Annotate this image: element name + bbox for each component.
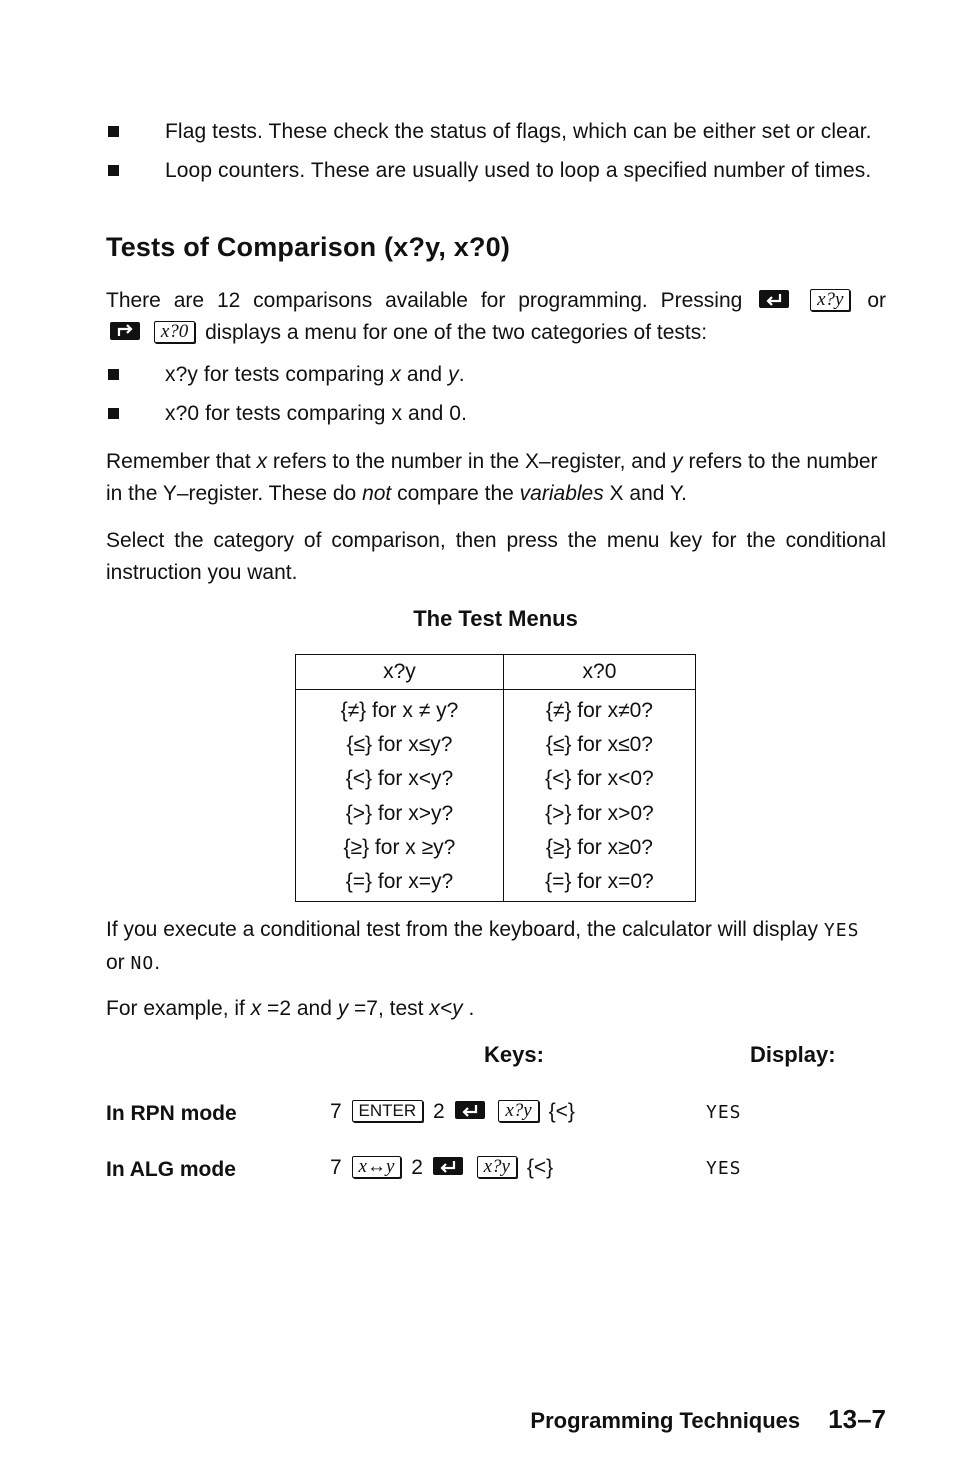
example-paragraph: For example, if x =2 and y =7, test x<y .: [106, 997, 475, 1020]
execute-paragraph: If you execute a conditional test from the keyboard, the calculator will display YES or NO.: [106, 918, 860, 974]
table-cell: {≠} for x≠0?: [545, 699, 653, 722]
table-cell: {≤} for x≤y?: [346, 733, 453, 757]
bullet-xy-tests: x?y for tests comparing x and y.: [165, 363, 465, 386]
table-header: x?y: [296, 655, 504, 690]
table-cell: {≥} for x≥0?: [545, 835, 653, 859]
table-column-xy: [296, 690, 504, 902]
bullet-loop-counters: Loop counters. These are usually used to loop a specified number of times.: [165, 159, 872, 182]
intro-line-1: There are 12 comparisons available for programming. Pressing x?y or: [106, 289, 887, 312]
table-cell: {<} for x<y?: [345, 767, 454, 791]
intro-line-2: x?0 displays a menu for one of the two categories of tests:: [106, 317, 886, 349]
rpn-display-value: YES: [706, 1102, 742, 1123]
section-heading: Tests of Comparison (x?y, x?0): [106, 232, 511, 262]
key-x-compare-y: x?y: [477, 1156, 517, 1178]
remember-paragraph: Remember that x refers to the number in the X–register, and y refers to the number in the Y–register. These do not compare the variables X and Y.: [106, 450, 878, 505]
display-header: Display:: [750, 1042, 836, 1067]
table-header: x?0: [503, 655, 695, 690]
lcd-yes: YES: [823, 920, 860, 941]
bullet-marker: [108, 369, 119, 380]
keys-header: Keys:: [484, 1042, 544, 1067]
bullet-flag-tests: Flag tests. These check the status of flags, which can be either set or clear.: [165, 120, 872, 143]
rpn-mode-label: In RPN mode: [106, 1102, 237, 1125]
left-shift-key: [455, 1101, 485, 1119]
alg-mode-label: In ALG mode: [106, 1158, 236, 1181]
key-x-compare-y: x?y: [810, 289, 850, 311]
select-paragraph: Select the category of comparison, then press the menu key for the conditional instruction you want.: [106, 529, 886, 584]
bullet-marker: [108, 408, 119, 419]
key-x-compare-0: x?0: [154, 321, 195, 343]
test-menus-table: [295, 654, 696, 902]
table-cell: {=} for x=y?: [345, 870, 454, 894]
enter-key: ENTER: [352, 1100, 424, 1122]
left-shift-key: [759, 290, 789, 308]
bullet-x0-tests: x?0 for tests comparing x and 0.: [165, 402, 468, 425]
lcd-no: NO: [130, 953, 155, 974]
alg-keystrokes: 7 x↔y 2 x?y {<}: [330, 1156, 554, 1179]
key-x-compare-y: x?y: [498, 1100, 538, 1122]
table-column-x0: [503, 690, 695, 902]
alg-display-value: YES: [706, 1158, 742, 1179]
right-shift-key: [110, 322, 140, 340]
table-cell: {≥} for x ≥y?: [343, 835, 456, 859]
table-cell: {>} for x>y?: [345, 801, 454, 825]
table-cell: {>} for x>0?: [545, 801, 654, 825]
table-caption: The Test Menus: [413, 606, 578, 631]
intro-paragraph: [106, 285, 886, 349]
page-footer: [530, 1404, 886, 1435]
bullet-marker: [108, 126, 119, 137]
rpn-keystrokes: 7 ENTER 2 x?y {<}: [330, 1100, 575, 1123]
page-number: 13–7: [828, 1404, 886, 1434]
bullet-marker: [108, 165, 119, 176]
left-shift-key: [433, 1157, 463, 1175]
swap-xy-key: x↔y: [352, 1156, 402, 1178]
table-cell: {≤} for x≤0?: [545, 733, 653, 757]
chapter-title: Programming Techniques: [530, 1408, 801, 1433]
table-cell: {≠} for x ≠ y?: [340, 699, 459, 722]
table-cell: {<} for x<0?: [545, 767, 654, 791]
table-cell: {=} for x=0?: [545, 870, 654, 894]
